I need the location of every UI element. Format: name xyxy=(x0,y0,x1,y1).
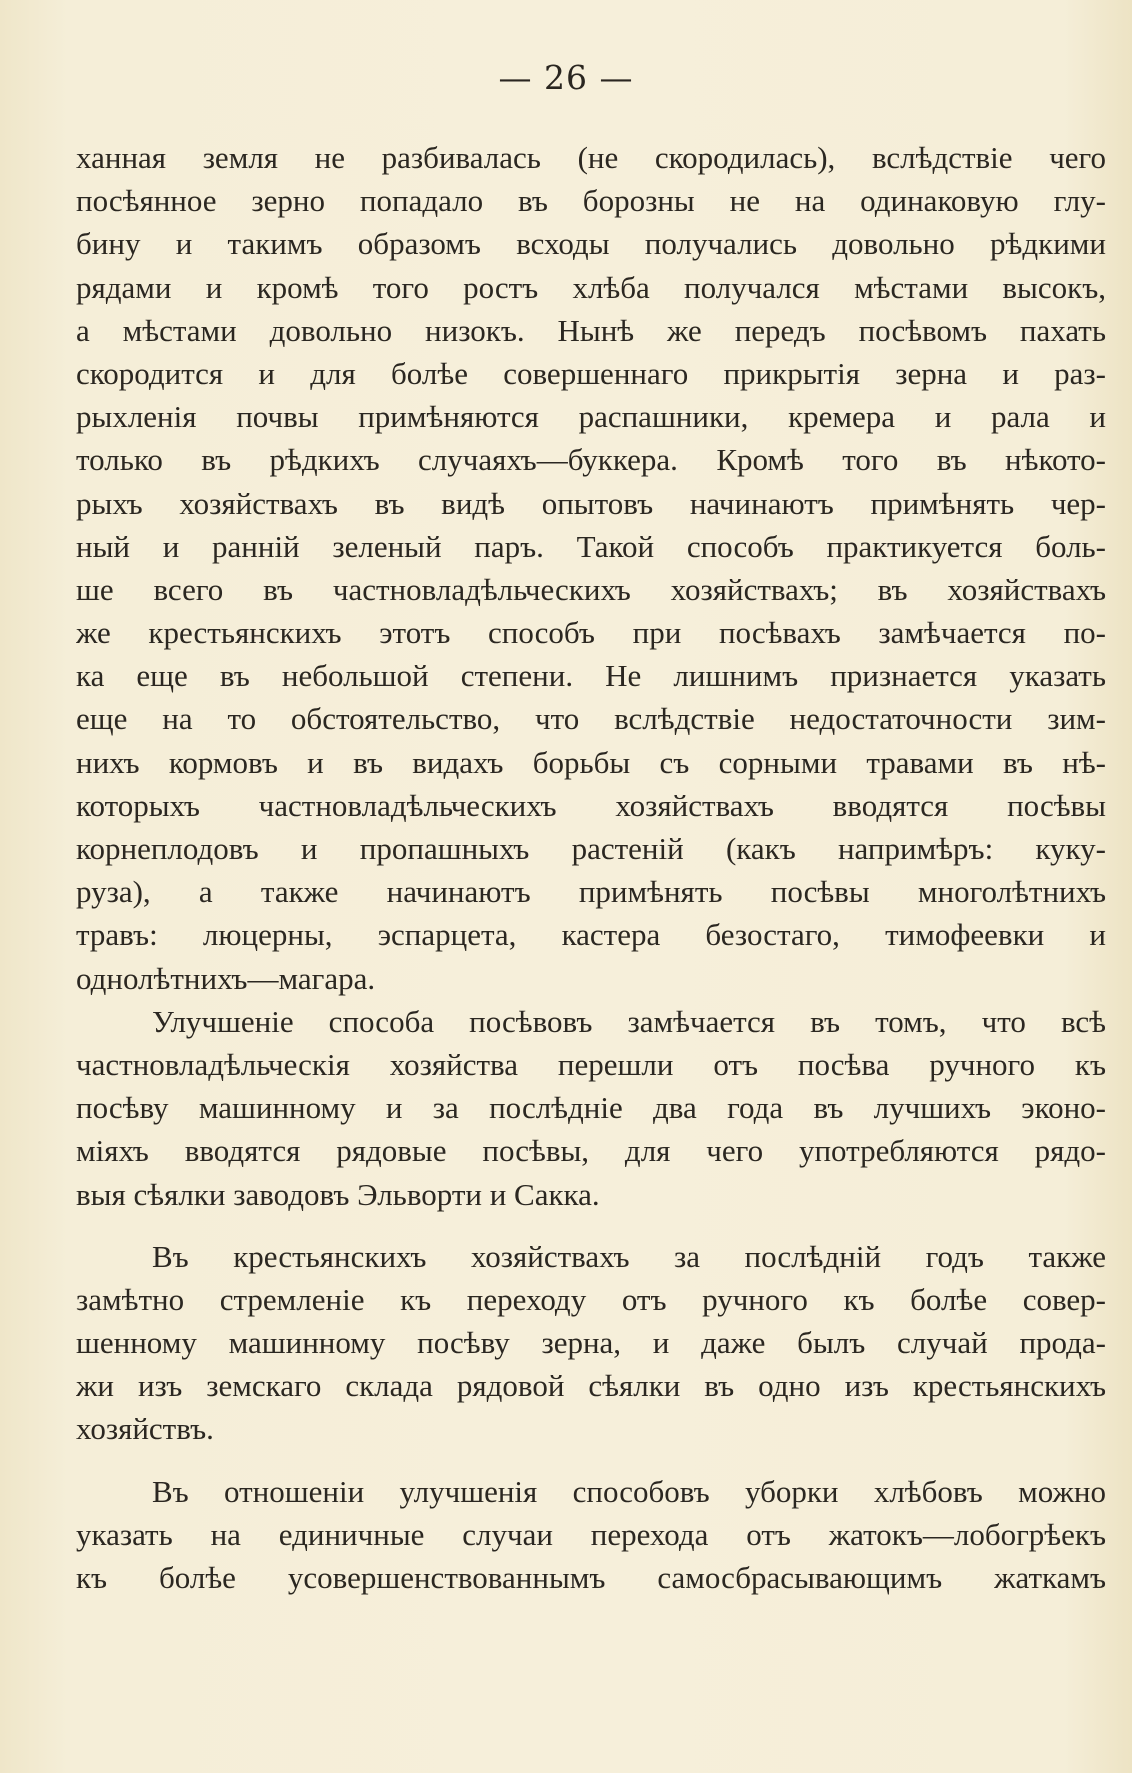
text-line: бину и такимъ образомъ всходы получались довольно рѣдкими xyxy=(76,226,1106,262)
text-line: корнеплодовъ и пропашныхъ растеній (какъ напримѣръ: куку- xyxy=(76,831,1106,866)
text-line: выя сѣялки заводовъ Эльворти и Сакка. xyxy=(76,1176,600,1212)
text-line: рядами и кромѣ того ростъ хлѣба получался мѣстами высокъ, xyxy=(76,269,1106,305)
text-line: рыхленія почвы примѣняются распашники, кремера и рала и xyxy=(76,399,1106,435)
text-line: хозяйствъ. xyxy=(76,1411,214,1447)
text-line: замѣтно стремленіе къ переходу отъ ручного къ болѣе совер- xyxy=(76,1281,1106,1317)
text-line: же крестьянскихъ этотъ способъ при посѣвахъ замѣчается по- xyxy=(76,615,1106,651)
text-line: скородится и для болѣе совершеннаго прикрытія зерна и раз- xyxy=(76,355,1106,391)
text-line: частновладѣльческія хозяйства перешли отъ посѣва ручного къ xyxy=(76,1046,1106,1082)
body-text xyxy=(76,136,1106,1599)
text-line: только въ рѣдкихъ случаяхъ—буккера. Кромѣ того въ нѣкото- xyxy=(76,442,1106,478)
text-line: посѣянное зерно попадало въ борозны не на одинаковую глу- xyxy=(76,183,1106,219)
text-line: ше всего въ частновладѣльческихъ хозяйствахъ; въ хозяйствахъ xyxy=(76,571,1106,607)
text-line: однолѣтнихъ—магара. xyxy=(76,960,376,996)
text-line: Въ крестьянскихъ хозяйствахъ за послѣдній годъ также xyxy=(152,1238,1106,1274)
text-line: ханная земля не разбивалась (не скородилась), вслѣдствіе чего xyxy=(76,140,1106,175)
text-line: жи изъ земскаго склада рядовой сѣялки въ одно изъ крестьянскихъ xyxy=(76,1368,1106,1404)
text-line: къ болѣе усовершенствованнымъ самосбрасывающимъ жаткамъ xyxy=(76,1560,1106,1595)
text-line: травъ: люцерны, эспарцета, кастера безостаго, тимофеевки и xyxy=(76,917,1106,953)
text-line: посѣву машинному и за послѣдніе два года въ лучшихъ эконо- xyxy=(76,1090,1106,1126)
text-line: рыхъ хозяйствахъ въ видѣ опытовъ начинаютъ примѣнять чер- xyxy=(76,485,1106,521)
text-line: шенному машинному посѣву зерна, и даже былъ случай прода- xyxy=(76,1325,1106,1361)
text-line: ка еще въ небольшой степени. Не лишнимъ признается указать xyxy=(76,658,1106,694)
text-line: а мѣстами довольно низокъ. Нынѣ же передъ посѣвомъ пахать xyxy=(76,312,1106,348)
text-line: ный и ранній зеленый паръ. Такой способъ практикуется боль- xyxy=(76,528,1106,564)
text-line: нихъ кормовъ и въ видахъ борьбы съ сорными травами въ нѣ- xyxy=(76,744,1106,780)
text-line: указать на единичные случаи перехода отъ жатокъ—лобогрѣекъ xyxy=(76,1516,1106,1552)
paragraph-gap xyxy=(76,1216,1106,1235)
paragraph-3 xyxy=(76,1235,1106,1451)
text-line: руза), а также начинаютъ примѣнять посѣвы многолѣтнихъ xyxy=(76,874,1106,910)
text-line: еще на то обстоятельство, что вслѣдствіе недостаточности зим- xyxy=(76,701,1106,737)
paragraph-1 xyxy=(76,136,1106,1000)
paragraph-2 xyxy=(76,1000,1106,1216)
text-line: міяхъ вводятся рядовые посѣвы, для чего употребляются рядо- xyxy=(76,1133,1106,1169)
paragraph-gap xyxy=(76,1451,1106,1470)
text-line: Улучшеніе способа посѣвовъ замѣчается въ томъ, что всѣ xyxy=(152,1003,1106,1039)
text-line: которыхъ частновладѣльческихъ хозяйствахъ вводятся посѣвы xyxy=(76,787,1106,823)
page-number: — 26 — xyxy=(498,58,634,97)
paragraph-4 xyxy=(76,1470,1106,1600)
text-line: Въ отношеніи улучшенія способовъ уборки хлѣбовъ можно xyxy=(152,1473,1106,1509)
